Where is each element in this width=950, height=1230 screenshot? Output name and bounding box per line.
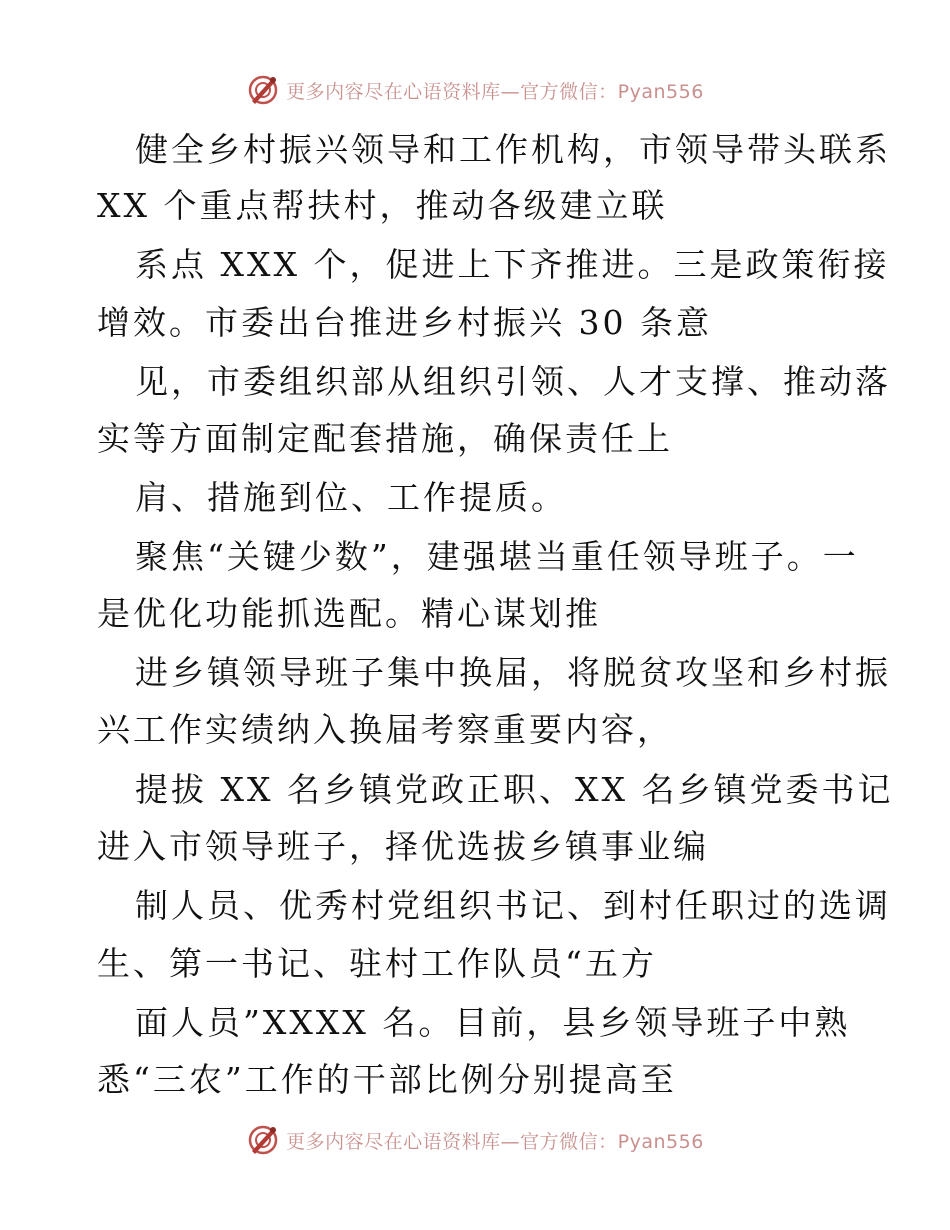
text-line: 兴工作实绩纳入换届考察重要内容， <box>97 710 673 749</box>
header-watermark <box>0 70 950 110</box>
text-line: 面人员”XXXX 名。目前，县乡领导班子中熟 <box>135 1003 851 1042</box>
text-line: 制人员、优秀村党组织书记、到村任职过的选调 <box>135 886 891 925</box>
text-line: XX 个重点帮扶村，推动各级建立联 <box>97 186 668 225</box>
text-line: 悉“三农”工作的干部比例分别提高至 <box>97 1060 677 1099</box>
text-line: 增效。市委出台推进乡村振兴 30 条意 <box>97 303 712 342</box>
text-line: 系点 XXX 个，促进上下齐推进。三是政策衔接 <box>135 245 890 284</box>
text-line: 见，市委组织部从组织引领、人才支撑、推动落 <box>135 362 891 401</box>
text-line: 是优化功能抓选配。精心谋划推 <box>97 594 601 633</box>
brand-logo-icon <box>246 1123 280 1157</box>
text-line: 实等方面制定配套措施，确保责任上 <box>97 419 673 458</box>
watermark-text: 更多内容尽在心语资料库—官方微信：Pyan556 <box>286 1130 704 1153</box>
text-line: 聚焦“关键少数”，建强堪当重任领导班子。一 <box>135 537 859 576</box>
footer-watermark <box>0 1120 950 1160</box>
brand-logo-icon <box>246 73 280 107</box>
text-line: 进乡镇领导班子集中换届，将脱贫攻坚和乡村振 <box>135 653 891 692</box>
watermark-text: 更多内容尽在心语资料库—官方微信：Pyan556 <box>286 80 704 103</box>
text-line: 健全乡村振兴领导和工作机构，市领导带头联系 <box>135 130 891 169</box>
text-line: 进入市领导班子，择优选拔乡镇事业编 <box>97 827 709 866</box>
text-line: 肩、措施到位、工作提质。 <box>135 478 567 517</box>
text-line: 生、第一书记、驻村工作队员“五方 <box>97 944 657 983</box>
text-line: 提拔 XX 名乡镇党政正职、XX 名乡镇党委书记 <box>135 770 894 809</box>
